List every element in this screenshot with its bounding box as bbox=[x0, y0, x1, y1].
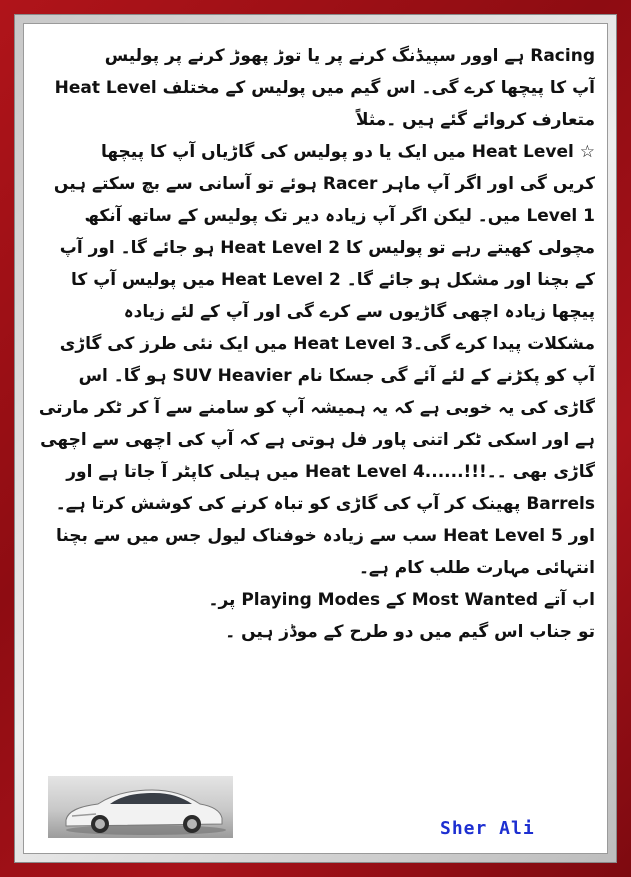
text-line-13: ہے اور اسکی ٹکر اتنی پاور فل ہوتی ہے کہ آپ کی اچھی سے اچھی bbox=[40, 430, 595, 450]
text-line-4-content: Heat Level میں ایک یا دو پولیس کی گاڑیاں آپ کا پیچھا bbox=[100, 142, 574, 162]
text-line-6: Level 1 میں۔ لیکن اگر آپ زیادہ دیر تک پولیس کے ساتھ آنکھ bbox=[84, 206, 595, 226]
star-icon: ☆ bbox=[579, 142, 595, 162]
text-line-2: آپ کا پیچھا کرے گی۔ اس گیم میں پولیس کے مختلف Heat Level bbox=[54, 78, 595, 98]
silver-car-icon bbox=[48, 776, 233, 838]
text-line-19: تو جناب اس گیم میں دو طرح کے موڈز ہیں ۔ bbox=[225, 622, 595, 642]
text-line-7: مچولی کھیتے رہے تو پولیس کا Heat Level 2 ہو جائے گا۔ اور آپ bbox=[59, 238, 595, 258]
author-name: Sher Ali bbox=[440, 818, 535, 839]
text-line-17: انتہائی مہارت طلب کام ہے۔ bbox=[358, 558, 595, 578]
text-line-11: آپ کو پکڑنے کے لئے آئے گی جسکا نام SUV Heavier ہو گا۔ اس bbox=[78, 366, 595, 386]
article-text bbox=[36, 40, 595, 648]
text-line-18: اب آتے Most Wanted کے Playing Modes پر۔ bbox=[208, 590, 595, 610]
text-line-8: کے بچنا اور مشکل ہو جائے گا۔ Heat Level 2 میں پولیس آپ کا bbox=[71, 270, 595, 290]
text-line-3: متعارف کروائے گئے ہیں ۔مثلاً bbox=[355, 110, 595, 130]
text-line-4 bbox=[36, 136, 595, 168]
text-line-15: Barrels پھینک کر آپ کی گاڑی کو تباہ کرنے کی کوشش کرتا ہے۔ bbox=[55, 494, 595, 514]
text-line-5: کریں گی اور اگر آپ ماہر Racer ہوئے تو آسانی سے بچ سکتے ہیں bbox=[53, 174, 595, 194]
text-line-16: اور Heat Level 5 سب سے زیادہ خوفناک لیول جس میں سے بچنا bbox=[55, 526, 595, 546]
text-line-14: گاڑی بھی ۔۔!!!......Heat Level 4 میں ہیلی کاپٹر آ جاتا ہے اور bbox=[66, 462, 595, 482]
text-line-9: پیچھا زیادہ اچھی گاڑیوں سے کرے گی اور آپ کے لئے زیادہ bbox=[123, 302, 595, 322]
text-line-12: گاڑی کی یہ خوبی ہے کہ یہ ہمیشہ آپ کو سامنے سے آ کر ٹکر مارتی bbox=[38, 398, 595, 418]
text-line-1: Racing ہے اوور سپیڈنگ کرنے پر یا توڑ پھوڑ کرنے پر پولیس bbox=[104, 46, 595, 66]
text-line-10: مشکلات پیدا کرے گی۔Heat Level 3 میں ایک نئی طرز کی گاڑی bbox=[59, 334, 595, 354]
car-image bbox=[48, 776, 233, 838]
